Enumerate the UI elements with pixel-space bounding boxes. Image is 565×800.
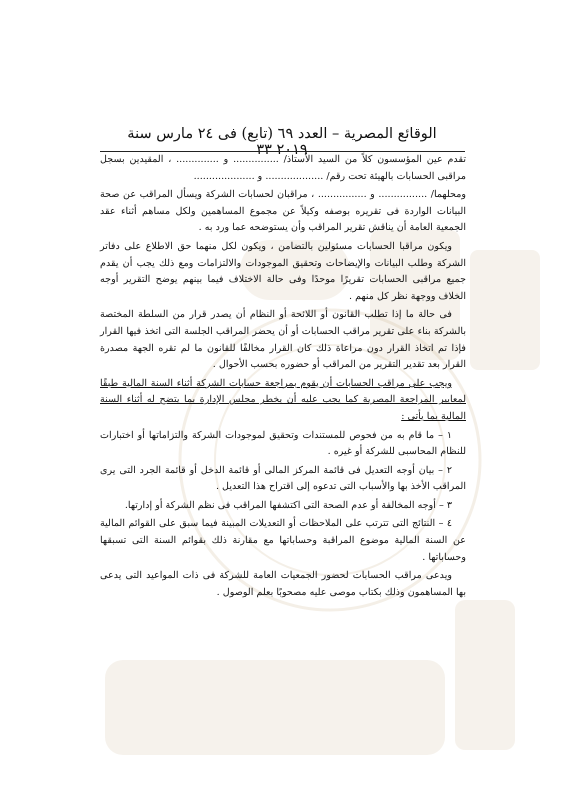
- list-item-4: ٤ – النتائج التى تترتب على الملاحظات أو التعديلات المبينة فيما سبق على القوائم المالية عن السنة المالية موضوع المراقبة وحساباتها مع مقارنة ذلك بقوائم السنة التى تسبقها وحساباتها .: [100, 518, 466, 563]
- paragraph-audit-duties: ويجب على مراقب الحسابات أن يقوم بمراجعة حسابات الشركة أثناء السنة المالية طبقًا لمعايير المراجعة المصرية كما يجب عليه أن يخطر مجلس الإدارة بما يتضح له أثناء السنة المالية بما يأتى :: [100, 377, 466, 422]
- page-header: الوقائع المصرية – العدد ٦٩ (تابع) فى ٢٤ مارس سنة ٢٠١٩ ٣٣: [127, 126, 437, 158]
- paragraph-joint-responsibility: ويكون مراقبا الحسابات مسئولين بالتضامن ، ويكون لكل منهما حق الاطلاع على دفاتر الشركة وطلب البيانات والإيضاحات وتحقيق الموجودات والالتزامات ومع ذلك يجب أن يقدم جميع مراقبى الحسابات تقريرًا موحدًا وفى حالة الاختلاف فيما بينهم يوضح التقرير أوجه الخلاف ووجهة نظر كل منهم .: [100, 240, 466, 302]
- document-body: [100, 152, 466, 603]
- list-item-1: ١ – ما قام به من فحوص للمستندات وتحقيق لموجودات الشركة والتزاماتها أو اختبارات للنظام المحاسبى للشركة أو غيره .: [100, 429, 466, 458]
- paragraph-auditor-liability: ومحلهما/ ................ و ................ ، مراقبان لحسابات الشركة ويسأل المراقب عن صحة البيانات الواردة فى تقريره بوصفه وكيلاً عن مجموع المساهمين ولكل مساهم أثناء عقد الجمعية العامة أن يناقش تقرير المراقب وأن يستوضحه عما ورد به .: [100, 189, 466, 234]
- list-item-3: ٣ – أوجه المخالفة أو عدم الصحة التى اكتشفها المراقب فى نظم الشركة أو إدارتها.: [124, 499, 452, 511]
- paragraph-auditors-appointment: تقدم عين المؤسسون كلاً من السيد الأستاذ/ ............... و .............. ، المقيدين بسجل مراقبى الحسابات بالهيئة تحت رقم/ ................... و ....................: [100, 154, 466, 182]
- paragraph-general-assembly-invite: ويدعى مراقب الحسابات لحضور الجمعيات العامة للشركة فى ذات المواعيد التى يدعى بها المساهمون وذلك بكتاب موصى عليه مصحوبًا بعلم الوصول .: [100, 570, 466, 598]
- list-item-2: ٢ – بيان أوجه التعديل فى قائمة المركز المالى أو قائمة الدخل أو قائمة الجرد التى يرى المراقب الأخذ بها والأسباب التى تدعوه إلى اقتراح هذا التعديل .: [100, 464, 466, 493]
- paragraph-decision-validity: فى حالة ما إذا تطلب القانون أو اللائحة أو النظام أن يصدر قرار من السلطة المختصة بالشركة بناء على تقرير مراقب الحسابات أو أن يحضر المراقب الجلسة التى اتخذ فيها القرار فإذا تم اتخاذ القرار دون مراعاة ذلك كان القرار مخالفًا للقانون ما لم تقره الجهة مصدرة القرار بعد تقدير التقرير من المراقب أو حضوره بحسب الأحوال .: [100, 309, 466, 371]
